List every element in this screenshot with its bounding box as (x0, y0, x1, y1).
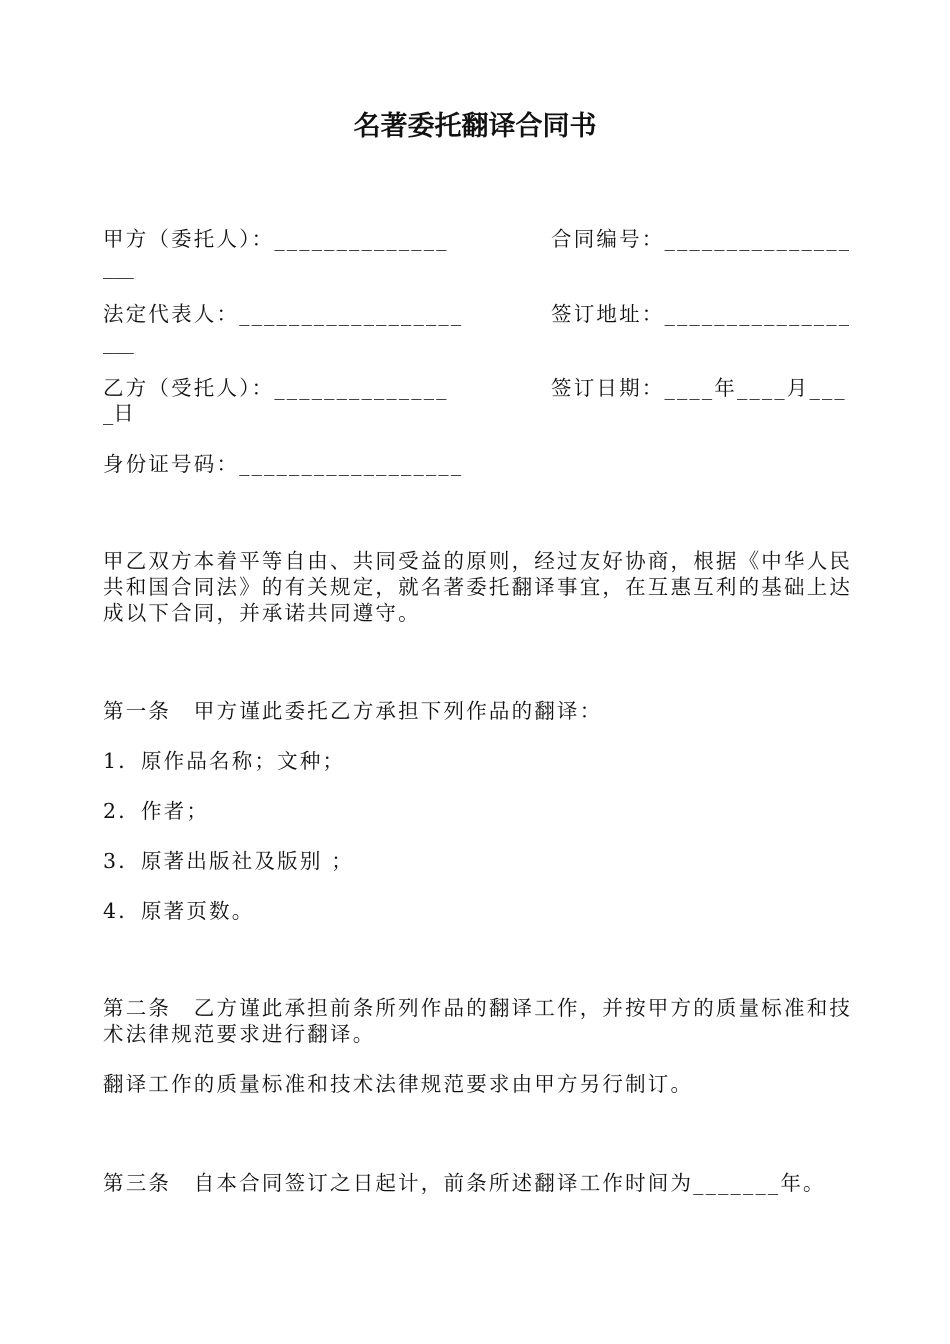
document-title: 名著委托翻译合同书 (353, 111, 597, 142)
article-1-item: 4．原著页数。 (103, 899, 255, 923)
party-b-field: 乙方（受托人）：______________ (103, 376, 449, 400)
article-1-item: 3．原著出版社及版别 ； (103, 849, 354, 873)
contract-number-field: 合同编号：_______________ (551, 227, 852, 251)
sign-place-continuation: ___ (103, 330, 134, 354)
article-1-item: 1．原作品名称；文种； (103, 749, 346, 773)
id-number-field: 身份证号码：__________________ (103, 452, 464, 476)
sign-date-continuation: _日 (103, 401, 134, 425)
article-2-note: 翻译工作的质量标准和技术法律规范要求由甲方另行制订。 (103, 1072, 694, 1096)
article-1-item: 2．作者； (103, 799, 210, 823)
preamble-paragraph: 甲乙双方本着平等自由、共同受益的原则，经过友好协商，根据《中华人民共和国合同法》的有关规定，就名著委托翻译事宜，在互惠互利的基础上达成以下合同，并承诺共同遵守。 (103, 549, 853, 625)
sign-date-field: 签订日期：____年____月___ (551, 376, 847, 400)
legal-representative-field: 法定代表人：__________________ (103, 302, 464, 326)
article-2-paragraph: 第二条 乙方谨此承担前条所列作品的翻译工作，并按甲方的质量标准和技术法律规范要求进行翻译。 (103, 996, 853, 1046)
article-1-heading: 第一条 甲方谨此委托乙方承担下列作品的翻译： (103, 699, 603, 723)
article-3-paragraph: 第三条 自本合同签订之日起计，前条所述翻译工作时间为_______年。 (103, 1171, 826, 1195)
contract-number-continuation: ___ (103, 255, 134, 279)
sign-place-field: 签订地址：_______________ (551, 302, 852, 326)
party-a-field: 甲方（委托人）：______________ (103, 227, 449, 251)
